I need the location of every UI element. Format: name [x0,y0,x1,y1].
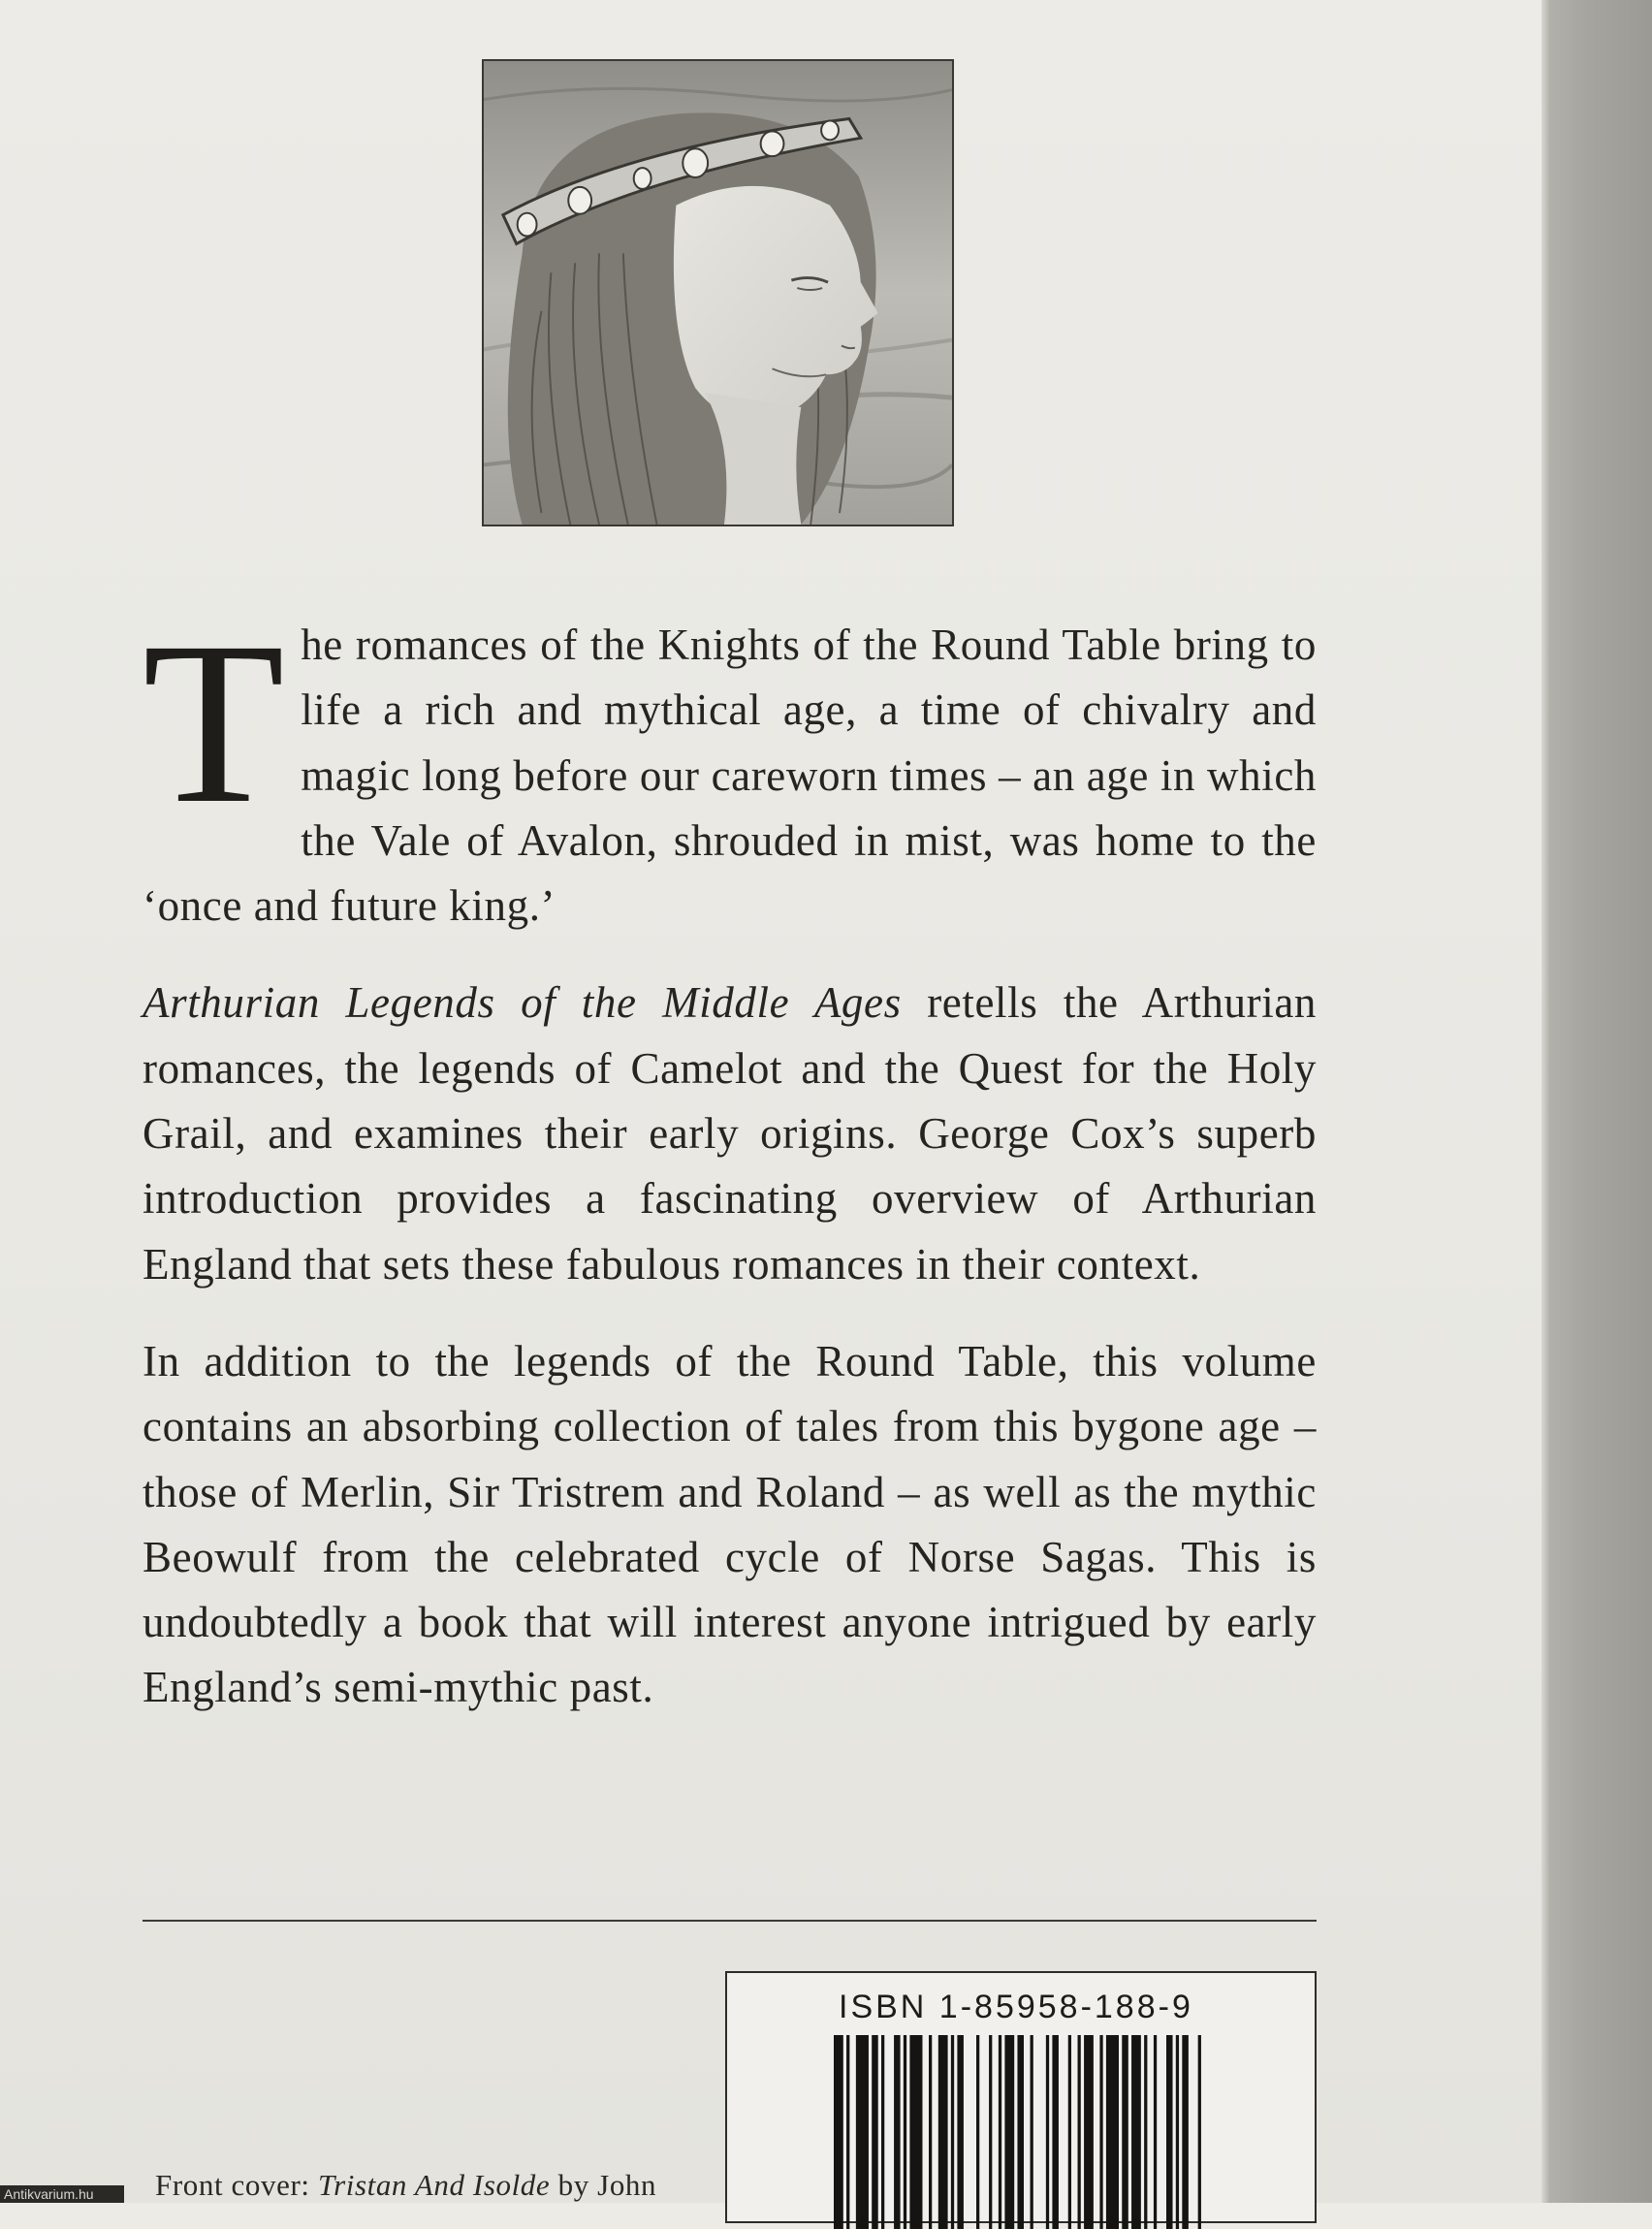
isbn-number: ISBN 1-85958-188-9 [839,1989,1193,2025]
book-title-italic: Arthurian Legends of the Middle Ages [143,978,902,1028]
caption-artwork-title: Tristan And Isolde [317,2168,551,2202]
drop-cap: T [143,593,286,851]
caption-prefix: Front cover: [155,2168,318,2202]
blurb-text [143,593,1317,1721]
background-surface [1541,0,1652,2203]
paragraph-intro [143,593,1317,939]
divider-line [143,1920,1317,1922]
paragraph-book-summary-text: retells the Arthurian romances, the legends of Camelot and the Quest for the Holy Grail, and examines their early origins. George Cox’s superb introduction provides a fascinating overview of Arthurian England that sets these fabulous romances in their context. [143,978,1317,1289]
paragraph-book-summary [143,971,1317,1296]
maiden-with-jeweled-circlet-illustration [484,61,952,525]
paragraph-contents: In addition to the legends of the Round Table, this volume contains an absorbing collection of tales from this bygone age – those of Merlin, Sir Tristrem and Roland – as well as the mythic Beowulf from the celebrated cycle of Norse Sagas. This is undoubtedly a book that will interest anyone intrigued by early England’s semi-mythic past. [143,1336,1317,1712]
cover-illustration [482,59,954,526]
cover-credit-caption [155,2168,656,2203]
site-watermark: Antikvarium.hu [0,2185,124,2203]
paragraph-intro-text: he romances of the Knights of the Round Table bring to life a rich and mythical age, a time of chivalry and magic long before our careworn times – an age in which the Vale of Avalon, shrouded in mist, was home to the ‘once and future king.’ [143,621,1317,931]
caption-suffix: by John [550,2168,657,2202]
barcode-icon [834,2035,1214,2229]
barcode-box [725,1971,1317,2223]
